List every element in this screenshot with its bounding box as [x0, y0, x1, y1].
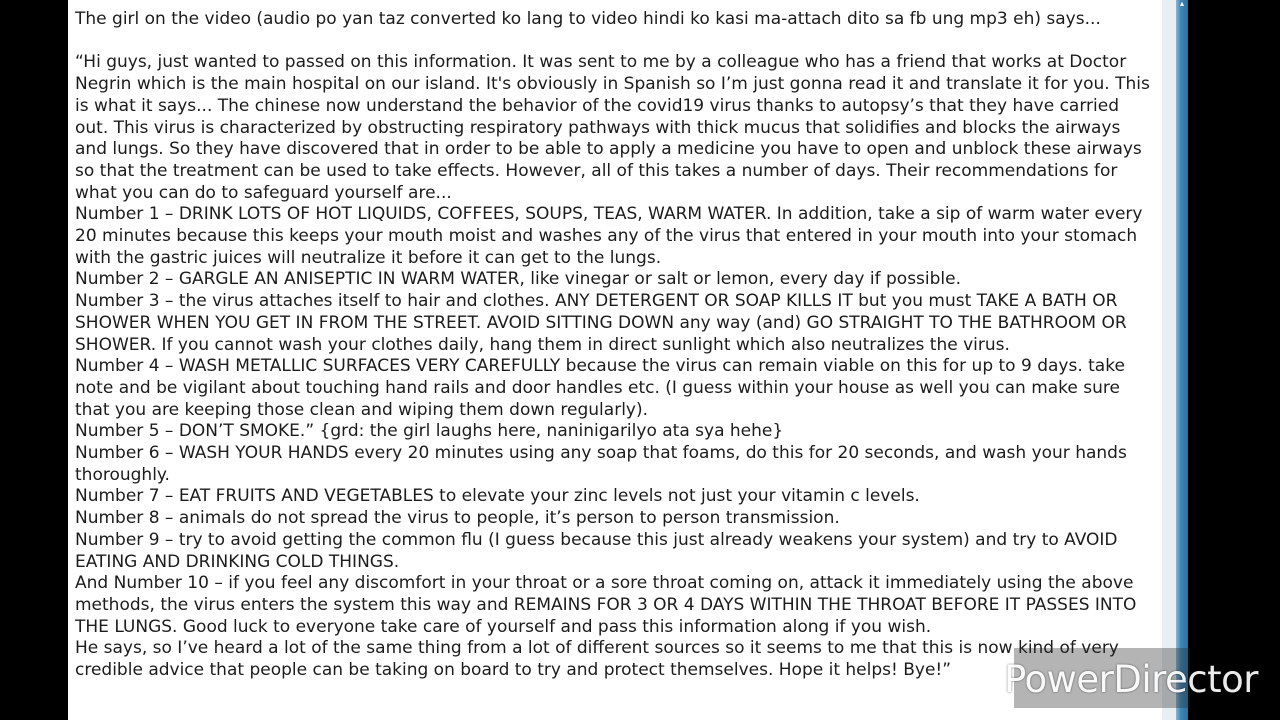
- item-number-8: Number 8 – animals do not spread the virus to people, it’s person to person transmission.: [75, 508, 840, 529]
- scrollbar-track[interactable]: [1162, 0, 1176, 720]
- window-edge: [1176, 0, 1188, 720]
- item-number-3: Number 3 – the virus attaches itself to hair and clothes. ANY DETERGENT OR SOAP KILLS IT but you must TAKE A BATH OR SHOWER WHEN YOU GET IN FROM THE STREET. AVOID SITTING DOWN any way (and) GO STRAIGHT TO THE BATHROOM OR SHOWER. If you cannot wash your clothes daily, hang them in direct sunlight which also neutralizes the virus.: [75, 291, 1127, 355]
- item-number-10: And Number 10 – if you feel any discomfort in your throat or a sore throat coming on, attack it immediately using the above methods, the virus enters the system this way and REMAINS FOR 3 OR 4 DAYS WITHIN THE THROAT BEFORE IT PASSES INTO THE LUNGS. Good luck to everyone take care of yourself and pass this information along if you wish.: [75, 573, 1137, 637]
- scroll-up-icon[interactable]: ▴: [1180, 0, 1185, 8]
- item-number-5: Number 5 – DON’T SMOKE.” {grd: the girl laughs here, naninigarilyo ata sya hehe}: [75, 421, 784, 442]
- document-text: [75, 9, 1157, 682]
- item-number-4: Number 4 – WASH METALLIC SURFACES VERY CAREFULLY because the virus can remain viable on this for up to 9 days. take note and be vigilant about touching hand rails and door handles etc. (I guess within your house as well you can make sure that you are keeping those clean and wiping them down regularly).: [75, 356, 1125, 420]
- intro-paragraph: The girl on the video (audio po yan taz converted ko lang to video hindi ko kasi ma-attach dito sa fb ung mp3 eh) says...: [75, 9, 1101, 29]
- right-letterbox: [1188, 0, 1280, 720]
- item-number-2: Number 2 – GARGLE AN ANISEPTIC IN WARM WATER, like vinegar or salt or lemon, every day if possible.: [75, 269, 962, 290]
- quote-paragraph: “Hi guys, just wanted to passed on this information. It was sent to me by a colleague who has a friend that works at Doctor Negrin which is the main hospital on our island. It's obviously in Spanish so I’m just gonna read it and translate it for you. This is what it says... The chinese now understand the behavior of the covid19 virus thanks to autopsy’s that they have carried out. This virus is characterized by obstructing respiratory pathways with thick mucus that solidifies and blocks the airways and lungs. So they have discovered that in order to be able to apply a medicine you have to open and unblock these airways so that the treatment can be used to take effects. However, all of this takes a number of days. Their recommendations for what you can do to safeguard yourself are...: [75, 52, 1150, 203]
- item-number-7: Number 7 – EAT FRUITS AND VEGETABLES to elevate your zinc levels not just your vitamin c levels.: [75, 486, 920, 507]
- item-number-9: Number 9 – try to avoid getting the common flu (I guess because this just already weakens your system) and try to AVOID EATING AND DRINKING COLD THINGS.: [75, 529, 1118, 572]
- powerdirector-watermark: PowerDirector: [1004, 658, 1258, 701]
- paragraph-gap: [75, 31, 1157, 53]
- item-number-6: Number 6 – WASH YOUR HANDS every 20 minutes using any soap that foams, do this for 20 seconds, and wash your hands thoroughly.: [75, 443, 1127, 485]
- left-letterbox: [0, 0, 68, 720]
- closing-paragraph: He says, so I’ve heard a lot of the same thing from a lot of different sources so it seems to me that this is now kind of very credible advice that people can be taking on board to try and protect themselves. Hope it helps! Bye!”: [75, 638, 1119, 681]
- item-number-1: Number 1 – DRINK LOTS OF HOT LIQUIDS, COFFEES, SOUPS, TEAS, WARM WATER. In addition, take a sip of warm water every 20 minutes because this keeps your mouth moist and washes any of the virus that entered in your mouth into your stomach with the gastric juices will neutralize it before it can get to the lungs.: [75, 204, 1143, 268]
- document-page: [68, 0, 1162, 720]
